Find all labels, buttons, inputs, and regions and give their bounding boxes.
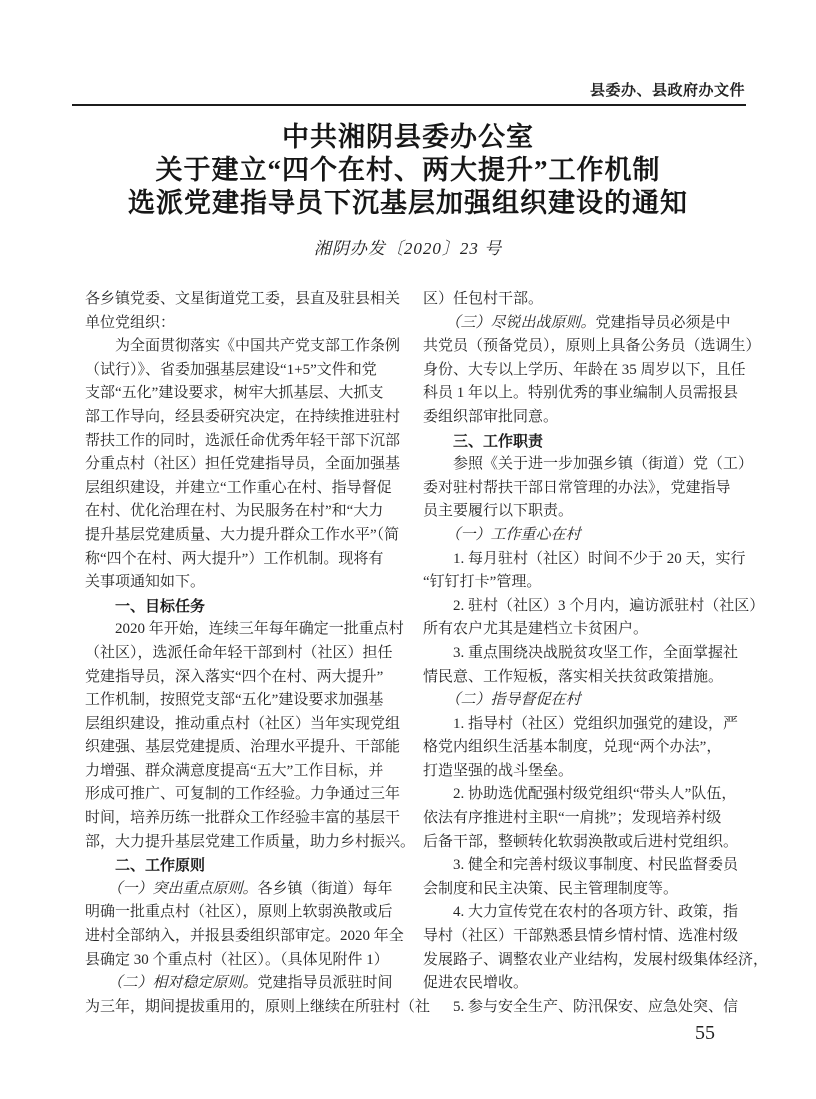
text-line (85, 548, 403, 572)
section-heading: 三、工作职责 (423, 432, 544, 450)
text-segment: （试行）》、省委加强基层建设“1+5”文件和党 (85, 361, 377, 378)
text-line (423, 453, 753, 477)
text-segment: 5. 参与安全生产、防汛保安、应急处突、信 (423, 998, 739, 1015)
text-line (85, 430, 403, 454)
body-columns (85, 288, 769, 1019)
text-line (423, 312, 753, 336)
text-segment: 情民意、工作短板，落实相关扶贫政策措施。 (423, 668, 724, 685)
left-column (85, 288, 431, 1019)
text-segment: 委组织部审批同意。 (423, 408, 559, 425)
text-segment: 提升基层党建质量、大力提升群众工作水平”（简 (85, 526, 400, 543)
text-segment: 明确一批重点村（社区），原则上软弱涣散或后 (85, 904, 393, 921)
text-segment: 促进农民增收。 (423, 975, 529, 992)
text-line (423, 996, 753, 1020)
text-line (85, 736, 403, 760)
text-line (85, 807, 403, 831)
text-segment: 身份、大专以上学历、年龄在 35 周岁以下，且任 (423, 361, 746, 378)
section-heading: 一、目标任务 (85, 597, 206, 615)
text-line (423, 595, 765, 619)
text-segment: 共党员（预备党员），原则上具备公务员（选调生） (423, 338, 761, 355)
text-segment: 党建指导员派驻时间 (257, 975, 393, 992)
text-line (423, 288, 753, 312)
document-title (0, 121, 816, 220)
text-line (423, 925, 753, 949)
text-line (423, 972, 753, 996)
text-line (423, 807, 753, 831)
text-line (423, 901, 753, 925)
document-number: 湘阴办发〔2020〕23 号 (313, 239, 503, 258)
text-line (423, 406, 753, 430)
text-segment: （一）突出重点原则。 (85, 880, 258, 897)
text-line (423, 524, 753, 548)
text-line (85, 713, 403, 737)
text-segment: 党建指导员必须是中 (595, 314, 731, 331)
text-line (85, 925, 403, 949)
text-line (423, 382, 753, 406)
text-line (85, 901, 403, 925)
text-segment: 打造坚强的战斗堡垒。 (423, 762, 574, 779)
text-segment: 2. 驻村（社区）3 个月内，遍访派驻村（社区） (423, 597, 765, 614)
text-segment: （一）工作重心在村 (423, 526, 581, 543)
text-segment: 参照《关于进一步加强乡镇（街道）党（工） (423, 456, 754, 473)
right-column (423, 288, 769, 1019)
text-line (423, 666, 753, 690)
text-segment: 4. 大力宣传党在农村的各项方针、政策，指 (423, 904, 739, 921)
text-line (85, 972, 403, 996)
text-line (85, 949, 403, 973)
text-line (423, 618, 753, 642)
text-line (85, 760, 403, 784)
text-line (85, 666, 403, 690)
text-segment: （社区），选派任命年轻干部到村（社区）担任 (85, 644, 393, 661)
text-line (85, 524, 403, 548)
text-line (85, 689, 403, 713)
text-segment: 县确定 30 个重点村（社区）。（具体见附件 1） (85, 951, 389, 968)
text-segment: 时间，培养历练一批群众工作经验丰富的基层干 (85, 810, 401, 827)
header-divider (72, 104, 746, 106)
text-segment: 党建指导员，深入落实“四个在村、两大提升” (85, 668, 384, 685)
text-segment: 为三年，期间提拔重用的，原则上继续在所驻村（社 (85, 998, 431, 1015)
text-line (423, 430, 753, 454)
text-line (423, 500, 753, 524)
text-line (423, 335, 761, 359)
text-line (85, 312, 403, 336)
text-line (85, 595, 403, 619)
text-segment: 形成可推广、可复制的工作经验。力争通过三年 (85, 786, 401, 803)
text-line (423, 736, 753, 760)
text-segment: 1. 指导村（社区）党组织加强党的建设，严 (423, 715, 739, 732)
text-line (423, 854, 753, 878)
text-segment: 各乡镇（街道）每年 (257, 880, 393, 897)
text-segment: 部工作导向，经县委研究决定，在持续推进驻村 (85, 408, 401, 425)
header-category-label: 县委办、县政府办文件 (589, 82, 745, 99)
text-segment: 进村全部纳入，并报县委组织部审定。2020 年全 (85, 928, 404, 945)
text-line (85, 831, 416, 855)
text-segment: 部，大力提升基层党建工作质量，助力乡村振兴。 (85, 833, 416, 850)
text-line (85, 783, 403, 807)
text-segment: 委对驻村帮扶干部日常管理的办法》，党建指导 (423, 479, 731, 496)
text-line (423, 548, 753, 572)
text-segment: 格党内组织生活基本制度，兑现“两个办法”， (423, 739, 722, 756)
text-segment: 称“四个在村、两大提升”）工作机制。现将有 (85, 550, 384, 567)
text-line (85, 854, 403, 878)
text-segment: 力增强、群众满意度提高“五大”工作目标，并 (85, 762, 384, 779)
text-segment: 2020 年开始，连续三年每年确定一批重点村 (85, 621, 404, 638)
text-segment: 为全面贯彻落实《中国共产党支部工作条例 (85, 338, 401, 355)
text-segment: 会制度和民主决策、民主管理制度等。 (423, 880, 679, 897)
title-line-2: 关于建立“四个在村、两大提升”工作机制 (155, 155, 661, 185)
text-line (85, 406, 403, 430)
title-line-3: 选派党建指导员下沉基层加强组织建设的通知 (128, 188, 688, 218)
text-segment: 所有农户尤其是建档立卡贫困户。 (423, 621, 649, 638)
text-line (423, 359, 753, 383)
text-segment: 3. 健全和完善村级议事制度、村民监督委员 (423, 857, 739, 874)
text-line (85, 500, 403, 524)
text-segment: 科员 1 年以上。特别优秀的事业编制人员需报县 (423, 385, 739, 402)
text-segment: 工作机制，按照党支部“五化”建设要求加强基 (85, 692, 384, 709)
text-segment: 区）任包村干部。 (423, 291, 544, 307)
text-segment: 织建强、基层党建提质、治理水平提升、干部能 (85, 739, 401, 756)
text-line (85, 878, 403, 902)
text-line (85, 477, 403, 501)
text-segment: （二）指导督促在村 (423, 692, 581, 709)
text-segment: （三）尽锐出战原则。 (423, 314, 596, 331)
text-segment: “钉钉打卡”管理。 (423, 574, 542, 591)
text-segment: 层组织建设，并建立“工作重心在村、指导督促 (85, 479, 392, 496)
text-segment: 员主要履行以下职责。 (423, 503, 574, 520)
text-line (85, 642, 403, 666)
text-segment: 单位党组织： (85, 314, 176, 331)
text-segment: 3. 重点围绕决战脱贫攻坚工作，全面掌握社 (423, 644, 739, 661)
text-segment: 导村（社区）干部熟悉县情乡情村情、选准村级 (423, 928, 739, 945)
text-segment: 支部“五化”建设要求，树牢大抓基层、大抓支 (85, 385, 384, 402)
text-line (85, 453, 403, 477)
text-line (423, 689, 753, 713)
text-line (423, 477, 753, 501)
section-heading: 二、工作原则 (85, 857, 206, 875)
text-segment: 2. 协助选优配强村级党组织“带头人”队伍， (423, 786, 737, 803)
text-segment: 各乡镇党委、文星街道党工委，县直及驻县相关 (85, 291, 401, 307)
text-segment: 在村、优化治理在村、为民服务在村”和“大力 (85, 503, 384, 520)
text-segment: 帮扶工作的同时，选派任命优秀年轻干部下沉部 (85, 432, 401, 449)
text-segment: 层组织建设，推动重点村（社区）当年实现党组 (85, 715, 401, 732)
text-line (85, 359, 403, 383)
text-segment: 依法有序推进村主职“一肩挑”；发现培养村级 (423, 810, 722, 827)
text-line (85, 382, 403, 406)
text-line (85, 571, 403, 595)
text-line (423, 949, 769, 973)
text-line (85, 996, 431, 1020)
text-line (423, 642, 753, 666)
text-segment: 关事项通知如下。 (85, 574, 206, 591)
text-line (423, 831, 753, 855)
text-line (85, 618, 403, 642)
text-segment: 分重点村（社区）担任党建指导员，全面加强基 (85, 456, 401, 473)
text-segment: 1. 每月驻村（社区）时间不少于 20 天，实行 (423, 550, 746, 567)
text-line (423, 713, 753, 737)
text-line (423, 783, 753, 807)
text-line (423, 878, 753, 902)
page-number: 55 (695, 1022, 715, 1044)
text-segment: 发展路子、调整农业产业结构，发展村级集体经济， (423, 951, 769, 968)
text-line (423, 760, 753, 784)
text-line (85, 288, 403, 312)
title-line-1: 中共湘阴县委办公室 (282, 122, 534, 152)
text-line (85, 335, 403, 359)
text-segment: （二）相对稳定原则。 (85, 975, 258, 992)
text-segment: 后备干部，整顿转化软弱涣散或后进村党组织。 (423, 833, 739, 850)
text-line (423, 571, 753, 595)
